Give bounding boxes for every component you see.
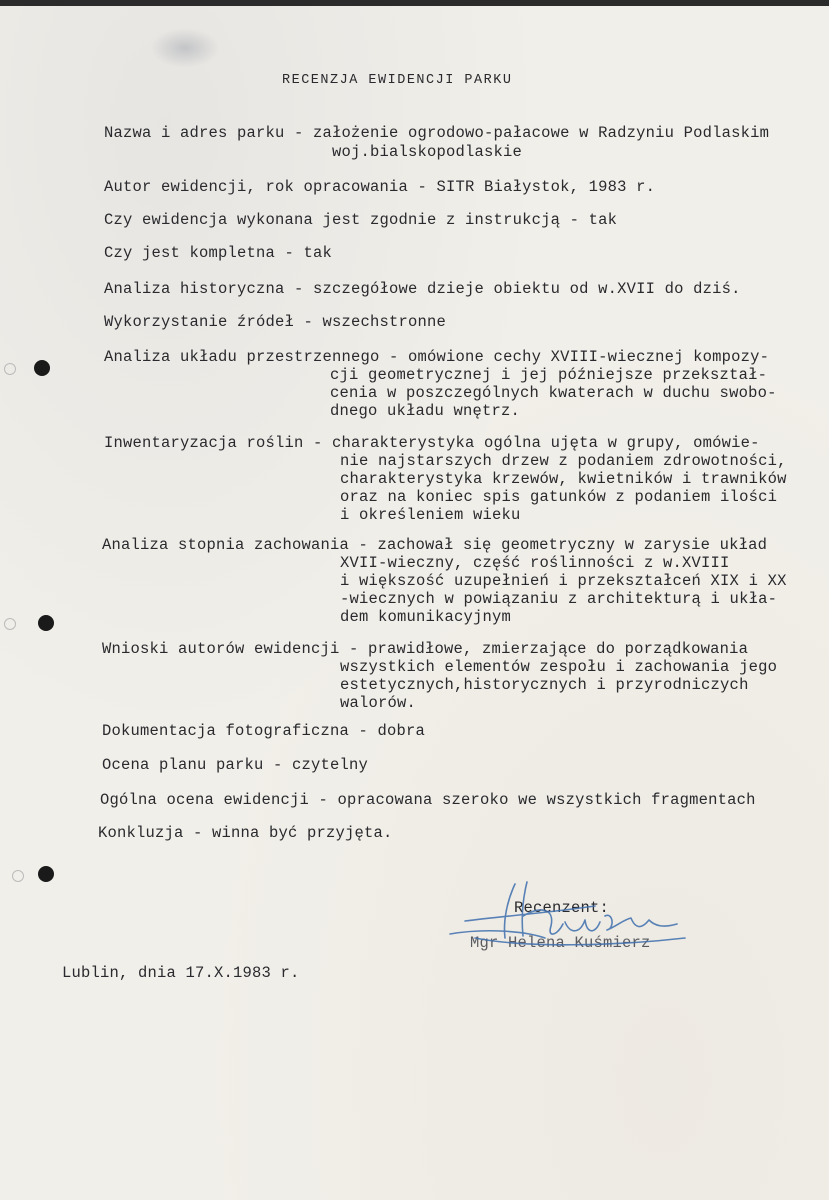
entry-preservation-line3: i większość uzupełnień i przekształceń XIX i XX: [340, 572, 787, 590]
entry-plants-line1: Inwentaryzacja roślin - charakterystyka ogólna ujęta w grupy, omówie-: [104, 434, 760, 452]
entry-park-name-line1: Nazwa i adres parku - założenie ogrodowo-pałacowe w Radzyniu Podlaskim: [104, 124, 770, 142]
entry-plan-rating: Ocena planu parku - czytelny: [102, 756, 369, 774]
entry-plants-line3: charakterystyka krzewów, kwietników i trawników: [340, 470, 787, 488]
entry-preservation-line4: -wiecznych w powiązaniu z architekturą i ukła-: [340, 590, 778, 608]
entry-conclusions-line4: walorów.: [340, 694, 417, 712]
entry-preservation-line1: Analiza stopnia zachowania - zachował się geometryczny w zarysie układ: [102, 536, 768, 554]
entry-conclusions-line3: estetycznych,historycznych i przyrodniczych: [340, 676, 749, 694]
entry-overall-rating: Ogólna ocena ewidencji - opracowana szeroko we wszystkich fragmentach: [100, 791, 756, 809]
entry-layout-line3: cenia w poszczególnych kwaterach w duchu swobo-: [330, 384, 777, 402]
place-and-date: Lublin, dnia 17.X.1983 r.: [62, 964, 300, 982]
punch-hole-top: [34, 360, 50, 376]
punch-ring-top: [4, 363, 16, 375]
punch-hole-middle: [38, 615, 54, 631]
document-page: [0, 6, 829, 1200]
entry-conclusion: Konkluzja - winna być przyjęta.: [98, 824, 393, 842]
reviewer-label: Recenzent:: [514, 899, 610, 917]
entry-conclusions-line1: Wnioski autorów ewidencji - prawidłowe, zmierzające do porządkowania: [102, 640, 749, 658]
entry-history: Analiza historyczna - szczegółowe dzieje obiektu od w.XVII do dziś.: [104, 280, 741, 298]
entry-photo-doc: Dokumentacja fotograficzna - dobra: [102, 722, 426, 740]
reviewer-name: Mgr Helena Kuśmierz: [470, 934, 651, 952]
entry-park-name-line2: woj.bialskopodlaskie: [332, 143, 523, 161]
punch-ring-middle: [4, 618, 16, 630]
punch-hole-bottom: [38, 866, 54, 882]
entry-preservation-line2: XVII-wieczny, część roślinności z w.XVIII: [340, 554, 730, 572]
handwritten-signature: [445, 876, 695, 956]
entry-plants-line5: i określeniem wieku: [340, 506, 521, 524]
entry-instruction: Czy ewidencja wykonana jest zgodnie z instrukcją - tak: [104, 211, 618, 229]
entry-complete: Czy jest kompletna - tak: [104, 244, 333, 262]
entry-preservation-line5: dem komunikacyjnym: [340, 608, 512, 626]
entry-plants-line4: oraz na koniec spis gatunków z podaniem ilości: [340, 488, 778, 506]
entry-sources: Wykorzystanie źródeł - wszechstronne: [104, 313, 447, 331]
entry-conclusions-line2: wszystkich elementów zespołu i zachowania jego: [340, 658, 778, 676]
entry-layout-line4: dnego układu wnętrz.: [330, 402, 521, 420]
entry-layout-line2: cji geometrycznej i jej późniejsze przekształ-: [330, 366, 768, 384]
punch-ring-bottom: [12, 870, 24, 882]
paper-smudge: [150, 28, 220, 68]
entry-plants-line2: nie najstarszych drzew z podaniem zdrowotności,: [340, 452, 787, 470]
entry-author: Autor ewidencji, rok opracowania - SITR Białystok, 1983 r.: [104, 178, 656, 196]
document-title: RECENZJA EWIDENCJI PARKU: [282, 73, 513, 88]
entry-layout-line1: Analiza układu przestrzennego - omówione cechy XVIII-wiecznej kompozy-: [104, 348, 770, 366]
